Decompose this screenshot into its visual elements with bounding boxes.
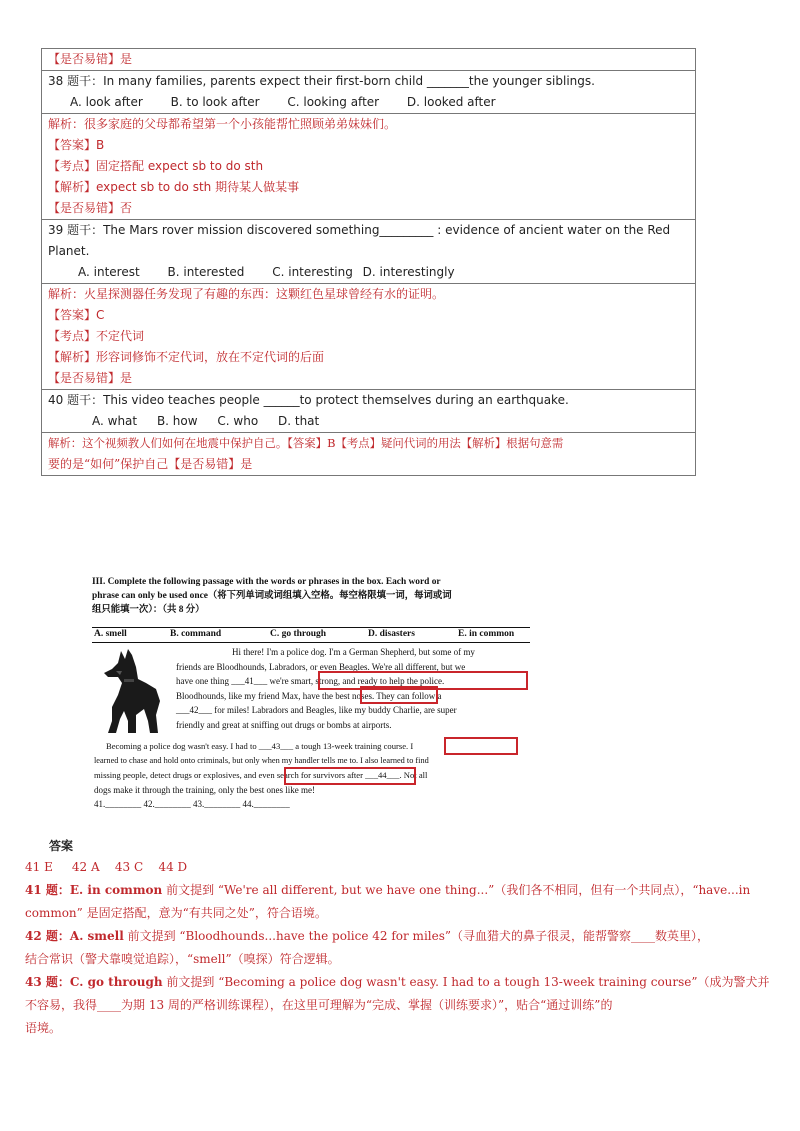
question-39-point: 【考点】不定代词 — [48, 329, 145, 343]
word-a: A. smell — [94, 629, 127, 639]
answer-42 — [25, 925, 785, 948]
error-prone-flag: 【是否易错】是 — [48, 52, 133, 66]
highlight-box — [284, 767, 416, 785]
question-38-point: 【考点】固定搭配 expect sb to do sth — [48, 159, 264, 173]
option-a: A. interest — [78, 265, 140, 279]
table-row-q39-analysis — [42, 283, 695, 389]
question-40-stem: 40 题干：This video teaches people ______to protect themselves during an earthquake. — [48, 393, 569, 407]
question-38-answer: 【答案】B — [48, 138, 105, 152]
option-a: A. what — [92, 414, 138, 428]
question-38-stem: 38 题干：In many families, parents expect their first-born child _______the younger siblings. — [48, 74, 595, 88]
word-d: D. disasters — [368, 629, 415, 639]
exercise-heading-line: 组只能填一次）：（共 8 分） — [92, 605, 205, 615]
option-c: C. who — [217, 414, 259, 428]
answer-43-text: 前文提到 “Becoming a police dog wasn't easy. I had to a tough 13-week training course”（成为警犬并 — [162, 975, 770, 989]
question-39-options — [48, 262, 689, 283]
table-row-q40-analysis — [42, 432, 695, 475]
passage-line: friends are Bloodhounds, Labradors, or even Beagles. We're all different, but we — [176, 661, 466, 672]
option-a: A. look after — [70, 95, 143, 109]
answer-42-text: 前文提到 “Bloodhounds...have the police 42 for miles”（寻血猎犬的鼻子很灵，能帮警察____数英里）， — [123, 929, 710, 943]
answer-41 — [25, 879, 785, 902]
option-d: D. interestingly — [362, 265, 455, 279]
highlight-box — [444, 737, 518, 755]
answer-41-cont: common” 是固定搭配，意为“有共同之处”，符合语境。 — [25, 906, 327, 920]
passage-line: Bloodhounds, like my friend Max, have the best noses. They can follow a — [176, 690, 442, 701]
passage-line: ___42___ for miles! Labradors and Beagles, like my buddy Charlie, are super — [176, 705, 457, 715]
highlight-box — [360, 686, 438, 704]
passage-line: dogs make it through the training, only the best ones like me! — [94, 784, 315, 795]
answer-43-label: 43 题：C. go through — [25, 975, 163, 989]
police-dog-image — [94, 649, 170, 737]
table-row-q40-stem — [42, 389, 695, 432]
question-40-analysis: 解析：这个视频教人们如何在地震中保护自己。【答案】B【考点】疑问代词的用法【解析】根据句意需 — [48, 436, 564, 450]
question-table — [41, 48, 696, 476]
answer-title: 答案 — [49, 839, 74, 853]
exercise-heading-line: phrase can only be used once（将下列单词或词组填入空格。每空格限填一词，每词或词 — [92, 591, 452, 601]
option-d: D. that — [278, 414, 320, 428]
word-b: B. command — [170, 629, 222, 639]
question-40-options — [48, 411, 689, 432]
word-e: E. in common — [458, 629, 515, 639]
answer-summary: 41 E 42 A 43 C 44 D — [25, 860, 188, 874]
passage-line: friendly and great at sniffing out drugs or bombs at airports. — [176, 719, 392, 730]
option-c: C. interesting — [272, 265, 353, 279]
answer-blanks: 41.________ 42.________ 43.________ 44.________ — [94, 799, 290, 809]
answer-section — [25, 836, 785, 1040]
table-row-q39-stem — [42, 219, 695, 283]
question-38-analysis: 解析：很多家庭的父母都希望第一个小孩能帮忙照顾弟弟妹妹们。 — [48, 117, 397, 131]
passage-line: learned to chase and hold onto criminals, but only when my handler tells me to. I also learned to find — [94, 755, 429, 765]
option-b: B. to look after — [170, 95, 260, 109]
passage-line: Becoming a police dog wasn't easy. I had to ___43___ a tough 13-week training course. I — [106, 741, 414, 751]
word-c: C. go through — [270, 629, 327, 639]
answer-42-label: 42 题：A. smell — [25, 929, 124, 943]
answer-41-label: 41 题：E. in common — [25, 883, 163, 897]
scanned-exercise — [92, 575, 532, 815]
option-b: B. how — [156, 414, 198, 428]
question-39-explain: 【解析】形容词修饰不定代词，放在不定代词的后面 — [48, 350, 325, 364]
question-38-error: 【是否易错】否 — [48, 201, 133, 215]
exercise-heading-line: III. Complete the following passage with the words or phrases in the box. Each word or — [92, 577, 441, 587]
table-row-q38-analysis — [42, 113, 695, 219]
question-38-options — [48, 92, 689, 113]
question-39-error: 【是否易错】是 — [48, 371, 133, 385]
word-box — [92, 627, 530, 643]
table-row-q38-stem — [42, 70, 695, 113]
passage-line: missing people, detect drugs or explosives, and even search for survivors after ___44___. Not all — [94, 770, 428, 780]
question-39-answer: 【答案】C — [48, 308, 105, 322]
option-b: B. interested — [167, 265, 245, 279]
question-39-stem: 39 题干：The Mars rover mission discovered something_________ : evidence of ancient water on the Red — [48, 223, 671, 237]
option-c: C. looking after — [287, 95, 380, 109]
question-38-explain: 【解析】expect sb to do sth 期待某人做某事 — [48, 180, 300, 194]
question-40-analysis-cont: 要的是“如何”保护自己【是否易错】是 — [48, 457, 253, 471]
answer-43-cont: 不容易，我得____为期 13 周的严格训练课程），在这里可理解为“完成、掌握（训练要求）”，贴合“通过训练”的 — [25, 998, 613, 1012]
answer-43 — [25, 971, 785, 994]
question-39-stem-cont: Planet. — [48, 244, 90, 258]
table-row — [42, 49, 695, 70]
option-d: D. looked after — [406, 95, 496, 109]
answer-42-cont: 结合常识（警犬靠嗅觉追踪），“smell”（嗅探）符合逻辑。 — [25, 952, 340, 966]
passage-line: have one thing ___41___ we're smart, strong, and ready to help the police. — [176, 676, 445, 686]
passage-line: Hi there! I'm a police dog. I'm a German Shepherd, but some of my — [232, 647, 475, 657]
exercise-heading — [92, 575, 532, 617]
answer-41-text: 前文提到 “We're all different, but we have one thing...”（我们各不相同，但有一个共同点），“have...in — [162, 883, 751, 897]
question-39-analysis: 解析：火星探测器任务发现了有趣的东西：这颗红色星球曾经有水的证明。 — [48, 287, 445, 301]
answer-43-end: 语境。 — [25, 1021, 62, 1035]
